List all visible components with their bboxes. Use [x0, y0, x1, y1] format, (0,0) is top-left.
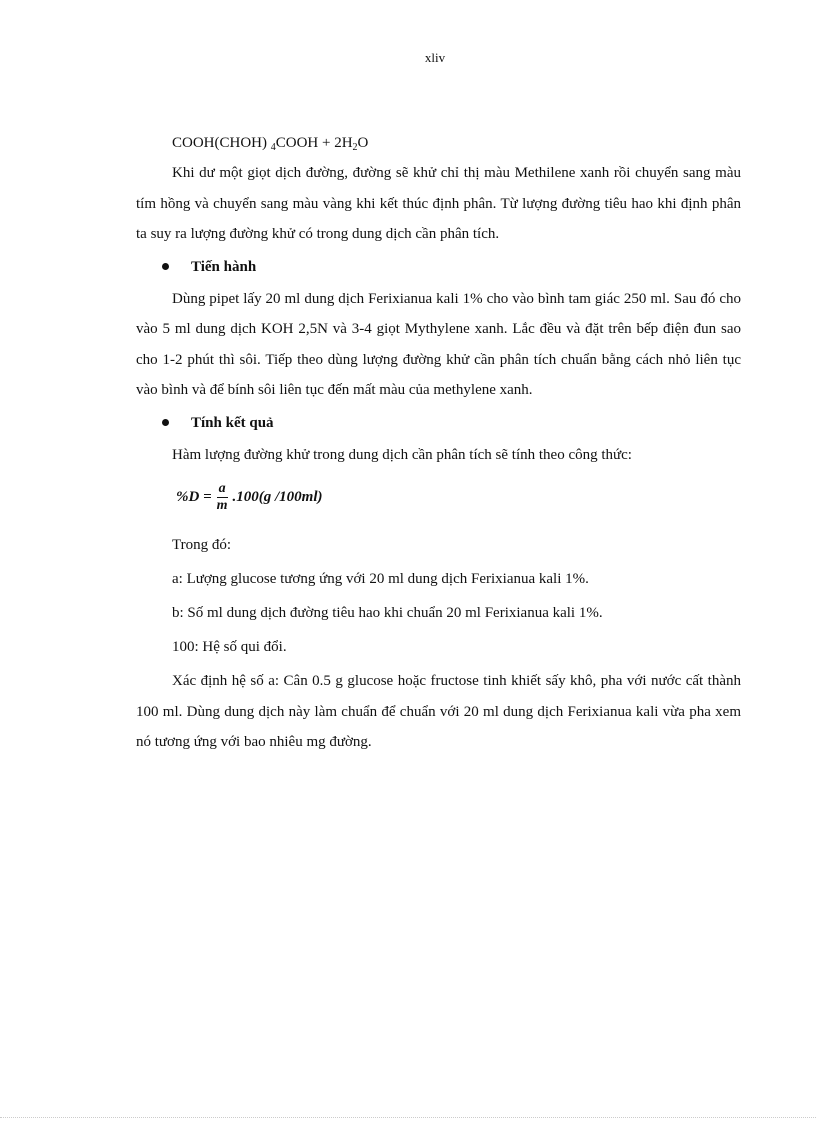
definitions-intro: Trong đó:: [172, 537, 232, 553]
bullet-result-label: Tính kết quả: [191, 414, 274, 431]
bullet-procedure: [136, 250, 741, 284]
formula-rhs: .100(g /100ml): [232, 488, 323, 505]
reaction-sub-2: 2: [352, 142, 358, 153]
definition-100: 100: Hệ số qui đổi.: [172, 639, 287, 655]
formula-numerator: a: [218, 480, 226, 496]
page-content: [136, 128, 741, 758]
reaction-sub-4: 4: [270, 142, 276, 153]
bullet-dot-icon: [162, 263, 169, 270]
definition-a: a: Lượng glucose tương ứng với 20 ml dung dịch Ferixianua kali 1%.: [172, 571, 589, 587]
reaction-equation: [136, 128, 741, 158]
paragraph-coefficient: Xác định hệ số a: Cân 0.5 g glucose hoặc fructose tinh khiết sấy khô, pha với nước cất thành 100 ml. Dùng dung dịch này làm chuẩn để chuẩn với 20 ml dung dịch Ferixianua kali vừa pha xem nó tương ứng với bao nhiêu mg đường.: [136, 673, 741, 750]
formula-block: [136, 474, 741, 520]
paragraph-formula-intro: Hàm lượng đường khử trong dung dịch cần phân tích sẽ tính theo công thức:: [172, 446, 632, 463]
page-bottom-border: [0, 1117, 816, 1118]
bullet-dot-icon: [162, 419, 169, 426]
reaction-left: COOH(CHOH): [172, 135, 267, 151]
bullet-result: [136, 406, 741, 440]
bullet-procedure-label: Tiến hành: [191, 258, 257, 275]
formula-fraction: [215, 481, 230, 514]
paragraph-procedure: Dùng pipet lấy 20 ml dung dịch Ferixianua kali 1% cho vào bình tam giác 250 ml. Sau đó cho vào 5 ml dung dịch KOH 2,5N và 3-4 giọt Mythylene xanh. Lắc đều và đặt trên bếp điện đun sao cho 1-2 phút thì sôi. Tiếp theo dùng lượng đường khử cần phân tích chuẩn bằng cách nhỏ liên tục vào bình và để bính sôi liên tục đến mất màu của methylene xanh.: [136, 290, 741, 398]
reaction-right: O: [357, 135, 369, 151]
definition-b: b: Số ml dung dịch đường tiêu hao khi chuẩn 20 ml Ferixianua kali 1%.: [172, 605, 603, 621]
reaction-mid: COOH + 2H: [275, 135, 353, 151]
page-number: xliv: [424, 50, 446, 65]
paragraph-titration-principle: Khi dư một giọt dịch đường, đường sẽ khử chỉ thị màu Methilene xanh rồi chuyển sang màu tím hồng và chuyển sang màu vàng khi kết thúc định phân. Từ lượng đường tiêu hao khi định phân ta suy ra lượng đường khử có trong dung dịch cần phân tích.: [136, 165, 741, 242]
formula-denominator: m: [216, 497, 228, 513]
formula-lhs: %D =: [176, 488, 212, 505]
